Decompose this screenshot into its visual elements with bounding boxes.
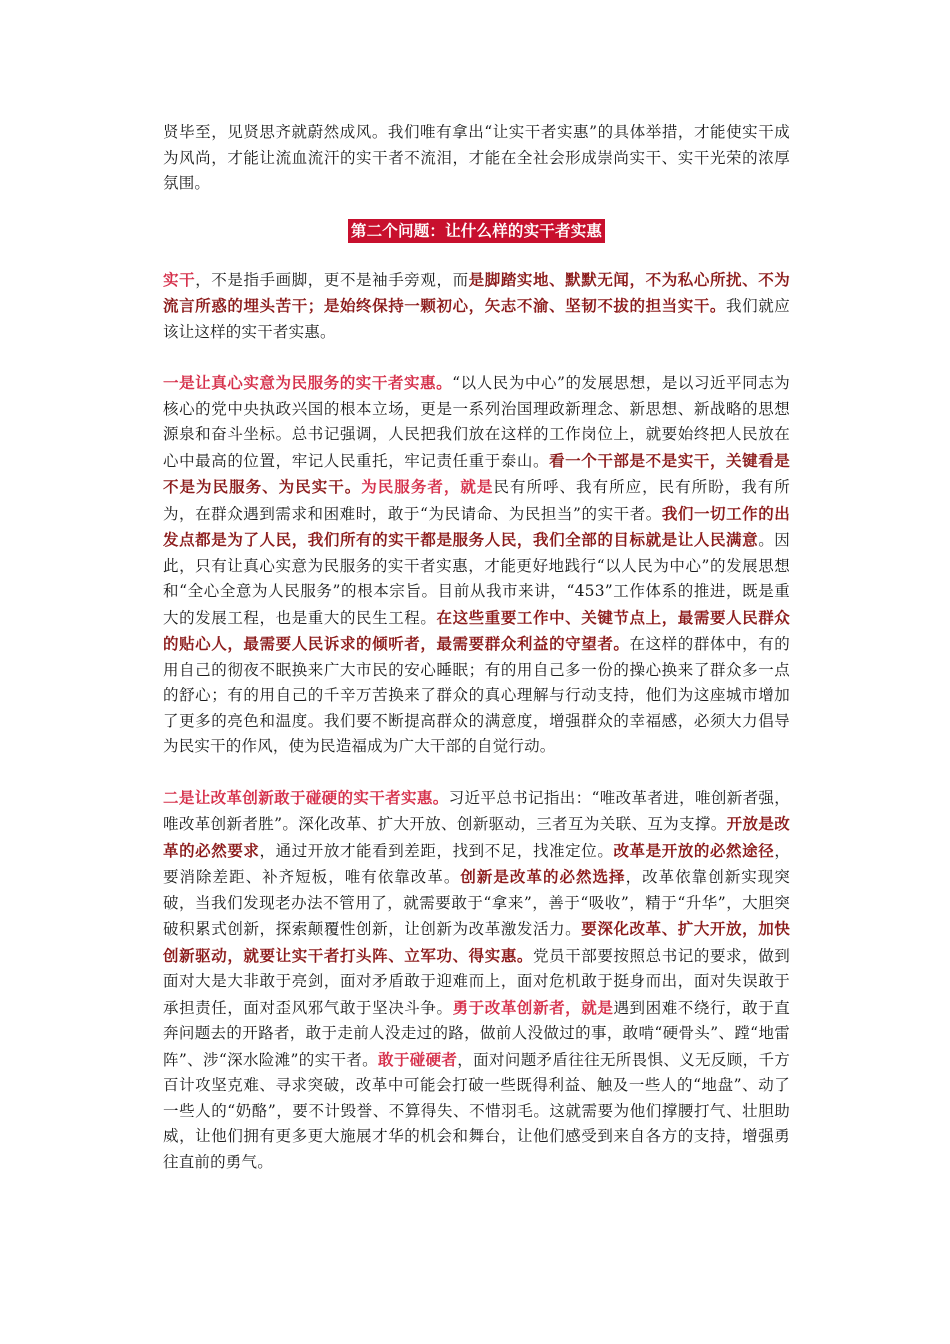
body-text: 。因此，只有让真心实意为民服务的实干者实惠，才能更好地践行“以人民为中心”的发展思想和“全心全意为人民服务”的根本宗旨。目前从我市来讲，“453”工作体系的推进，既是重大的发展工程，也是重大的民生工程。 [163, 531, 791, 627]
emphasis-text: 要深化改革、扩大开放，加快创新驱动，就要让实干者打头阵、立军功、得实惠。 [163, 919, 791, 965]
body-text: ，面对问题矛盾往往无所畏惧、义无反顾，千方百计攻坚克难、寻求突破，改革中可能会打破一些既得利益、触及一些人的“地盘”、动了一些人的“奶酪”，要不计毁誉、不算得失、不惜羽毛。这就需要为他们撑腰打气、壮胆助威，让他们拥有更多更大施展才华的机会和舞台，让他们感受到来自各方的支持，增强勇往直前的勇气。 [163, 1050, 790, 1171]
body-text: ，要消除差距、补齐短板，唯有依靠改革。 [163, 841, 791, 886]
document-body [163, 120, 790, 1175]
body-text: ，改革依靠创新实现突破，当我们发现老办法不管用了，就需要敢于“拿来”，善于“吸收”，精于“升华”，大胆突破积累式创新，探索颠覆性创新，让创新为改革激发活力。 [163, 868, 790, 938]
body-text: ，通过开放才能看到差距，找到不足，找准定位。 [259, 841, 614, 860]
emphasis-text: 二是让改革创新敢于碰硬的实干者实惠。 [163, 787, 449, 807]
emphasis-text: 在这些重要工作中、关键节点上，最需要人民群众的贴心人，最需要人民诉求的倾听者，最需要群众利益的守望者。 [163, 607, 791, 653]
body-text: 遇到困难不绕行，敢于直奔问题去的开路者，敢于走前人没走过的路，做前人没做过的事，敢啃“硬骨头”、蹚“地雷阵”、涉“深水险滩”的实干者。 [163, 998, 790, 1069]
emphasis-text: 敢于碰硬者 [378, 1049, 458, 1069]
emphasis-text: 开放是改革的必然要求 [163, 814, 790, 860]
emphasis-text: 看一个干部是不是实干，关键看是不是为民服务、为民实干。 [163, 450, 790, 496]
body-text: ，不是指手画脚，更不是袖手旁观，而 [195, 270, 469, 289]
emphasis-text: 实干 [163, 269, 196, 289]
section-heading-wrap [163, 219, 790, 245]
emphasis-text: 勇于改革创新者，就是 [452, 997, 614, 1017]
paragraph-point-one [163, 370, 790, 760]
emphasis-text: 我们一切工作的出发点都是为了人民，我们所有的实干都是服务人民，我们全部的目标就是让人民满意 [163, 503, 790, 549]
body-text: 党员干部要按照总书记的要求，做到面对大是大非敢于亮剑，面对矛盾敢于迎难而上，面对危机敢于挺身而出，面对失误敢于承担责任，面对歪风邪气敢于坚决斗争。 [163, 946, 790, 1017]
body-text: “以人民为中心”的发展思想，是以习近平同志为核心的党中央执政兴国的根本立场，更是一系列治国理政新理念、新思想、新战略的思想源泉和奋斗坐标。总书记强调，人民把我们放在这样的工作岗位上，就要始终把人民放在心中最高的位置，牢记人民重托，牢记责任重于泰山。 [163, 374, 791, 470]
body-text: 我们就应该让这样的实干者实惠。 [163, 297, 790, 341]
emphasis-text: 改革是开放的必然途径 [613, 840, 775, 860]
emphasis-text: 是脚踏实地、默默无闻，不为私心所扰、不为流言所惑的埋头苦干；是始终保持一颗初心，矢志不渝、坚韧不拔的担当实干。 [163, 269, 790, 315]
paragraph-intro: 贤毕至，见贤思齐就蔚然成风。我们唯有拿出“让实干者实惠”的具体举措，才能使实干成为风尚，才能让流血流汗的实干者不流泪，才能在全社会形成崇尚实干、实干光荣的浓厚氛围。 [163, 123, 790, 192]
emphasis-text: 一是让真心实意为民服务的实干者实惠。 [163, 373, 453, 392]
section-heading: 第二个问题：让什么样的实干者实惠 [348, 219, 605, 243]
emphasis-text: 为民服务者，就是 [361, 477, 494, 496]
emphasis-text: 创新是改革的必然选择 [460, 867, 626, 886]
paragraph-point-two [163, 785, 790, 1176]
body-text: 在这样的群体中，有的用自己的彻夜不眠换来广大市民的安心睡眠；有的用自己多一份的操心换来了群众多一点的舒心；有的用自己的千辛万苦换来了群众的真心理解与行动支持，他们为这座城市增加了更多的亮色和温度。我们要不断提高群众的满意度，增强群众的幸福感，必须大力倡导为民实干的作风，使为民造福成为广大干部的自觉行动。 [163, 635, 790, 755]
paragraph-definition [163, 267, 790, 346]
body-text: 民有所呼、我有所应，民有所盼，我有所为，在群众遇到需求和困难时，敢于“为民请命、为民担当”的实干者。 [163, 478, 790, 523]
body-text: 习近平总书记指出：“唯改革者进，唯创新者强，唯改革创新者胜”。深化改革、扩大开放、创新驱动，三者互为关联、互为支撑。 [163, 788, 791, 833]
